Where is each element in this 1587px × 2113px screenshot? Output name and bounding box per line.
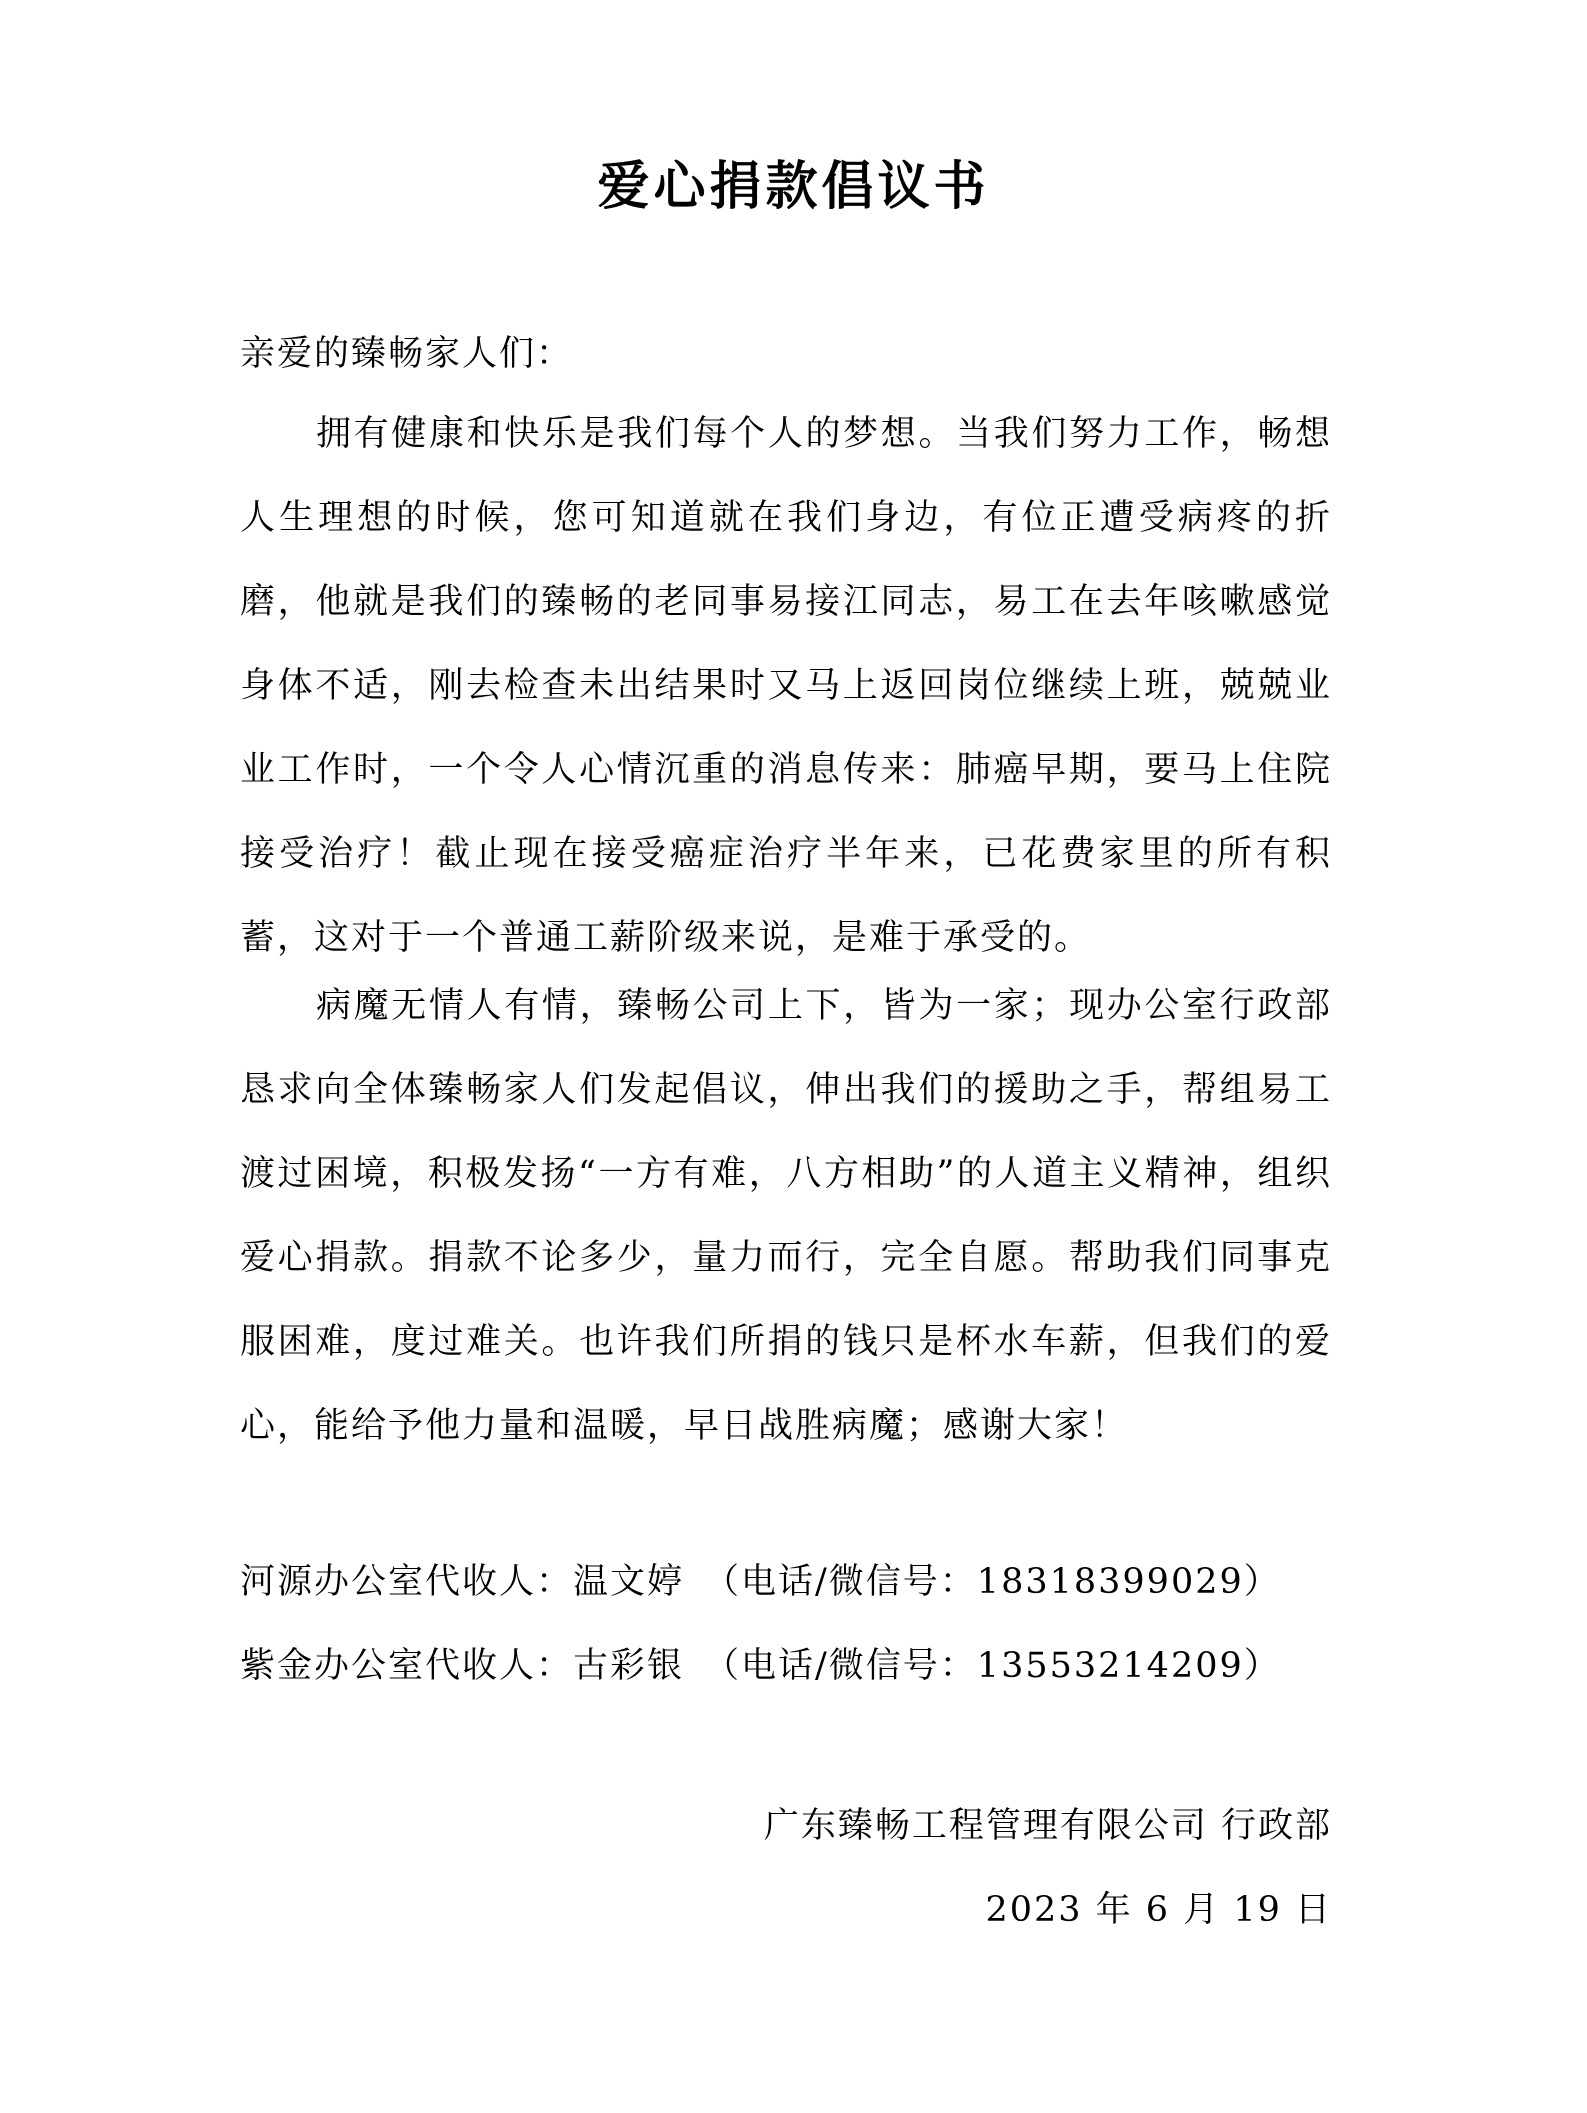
contact-line-heyuan bbox=[240, 1556, 1281, 1608]
body-paragraph-1: 拥有健康和快乐是我们每个人的梦想。当我们努力工作，畅想人生理想的时候，您可知道就在我们身边，有位正遭受病疼的折磨，他就是我们的臻畅的老同事易接江同志，易工在去年咳嗽感觉身体不适，刚去检查未出结果时又马上返回岗位继续上班，兢兢业业工作时，一个令人心情沉重的消息传来：肺癌早期，要马上住院接受治疗！截止现在接受癌症治疗半年来，已花费家里的所有积蓄，这对于一个普通工薪阶级来说，是难于承受的。 bbox=[240, 414, 1332, 958]
greeting-line: 亲爱的臻畅家人们： bbox=[240, 334, 574, 374]
signature-date: 2023 年 6 月 19 日 bbox=[985, 1890, 1332, 1930]
contact-line-zijin bbox=[240, 1640, 1281, 1692]
contact-detail: （电话/微信号：18318399029） bbox=[704, 1562, 1281, 1602]
signature-organization: 广东臻畅工程管理有限公司 行政部 bbox=[763, 1806, 1332, 1846]
document-title: 爱心捐款倡议书 bbox=[597, 156, 990, 217]
contact-detail: （电话/微信号：13553214209） bbox=[704, 1646, 1281, 1686]
body-paragraph-2: 病魔无情人有情，臻畅公司上下，皆为一家；现办公室行政部恳求向全体臻畅家人们发起倡议，伸出我们的援助之手，帮组易工渡过困境，积极发扬“一方有难，八方相助”的人道主义精神，组织爱心捐款。捐款不论多少，量力而行，完全自愿。帮助我们同事克服困难，度过难关。也许我们所捐的钱只是杯水车薪，但我们的爱心，能给予他力量和温暖，早日战胜病魔；感谢大家！ bbox=[240, 986, 1332, 1446]
contact-label: 紫金办公室代收人：古彩银 bbox=[240, 1646, 685, 1686]
contact-label: 河源办公室代收人：温文婷 bbox=[240, 1562, 685, 1602]
